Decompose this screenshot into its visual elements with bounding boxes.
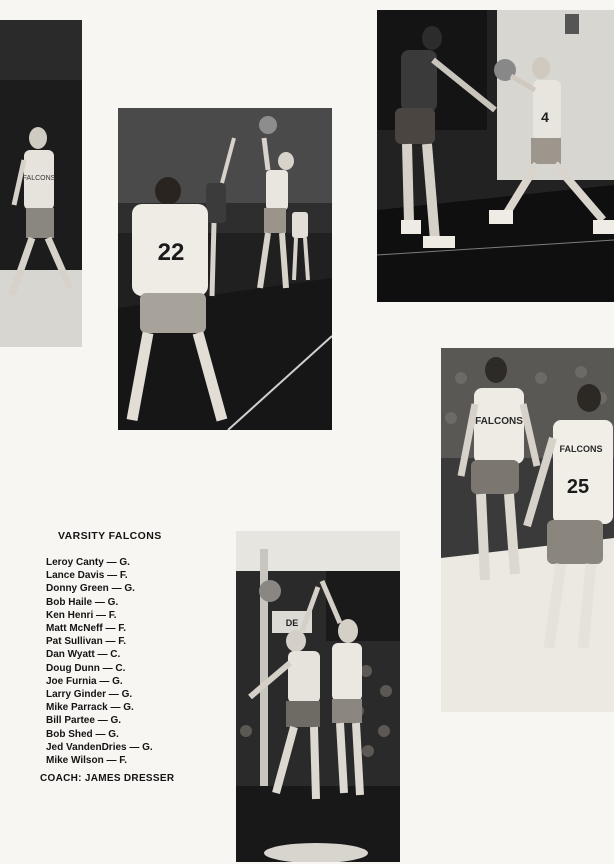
varsity-roster <box>40 530 220 784</box>
roster-title: VARSITY FALCONS <box>58 530 162 542</box>
svg-text:DE: DE <box>285 618 299 628</box>
svg-text:4: 4 <box>541 109 549 125</box>
photo-player-dribbling <box>0 20 82 347</box>
photo-rebound-under-basket <box>236 531 400 862</box>
player-entry: Donny Green — G. <box>46 583 135 595</box>
player-entry: Leroy Canty — G. <box>46 557 130 568</box>
coach-name: COACH: JAMES DRESSER <box>40 773 175 785</box>
photo-falcons-number-25 <box>441 348 614 712</box>
player-entry: Larry Ginder — G. <box>46 689 133 701</box>
svg-text:22: 22 <box>157 239 185 266</box>
player-entry: Joe Furnia — G. <box>46 675 123 687</box>
player-entry: Ken Henri — F. <box>46 609 117 621</box>
photo-pass-number-4 <box>377 10 614 302</box>
svg-text:FALCONS: FALCONS <box>559 444 603 454</box>
player-entry: Bob Haile — G. <box>46 596 119 608</box>
player-entry: Matt McNeff — F. <box>46 623 126 635</box>
player-entry: Mike Parrack — G. <box>46 702 134 714</box>
svg-text:FALCONS: FALCONS <box>475 416 523 427</box>
player-entry: Lance Davis — F. <box>46 570 128 582</box>
player-entry: Pat Sullivan — F. <box>46 636 127 648</box>
svg-text:25: 25 <box>566 476 590 498</box>
svg-text:FALCONS: FALCONS <box>22 175 56 182</box>
player-entry: Doug Dunn — C. <box>46 662 126 674</box>
player-list <box>40 556 220 767</box>
player-entry: Bill Partee — G. <box>46 715 122 727</box>
player-entry: Dan Wyatt — C. <box>46 649 121 661</box>
photo-jump-shot-number-22 <box>118 108 332 430</box>
player-entry: Mike Wilson — F. <box>46 755 128 767</box>
player-entry: Jed VandenDries — G. <box>46 741 153 753</box>
player-entry: Bob Shed — G. <box>46 728 119 740</box>
